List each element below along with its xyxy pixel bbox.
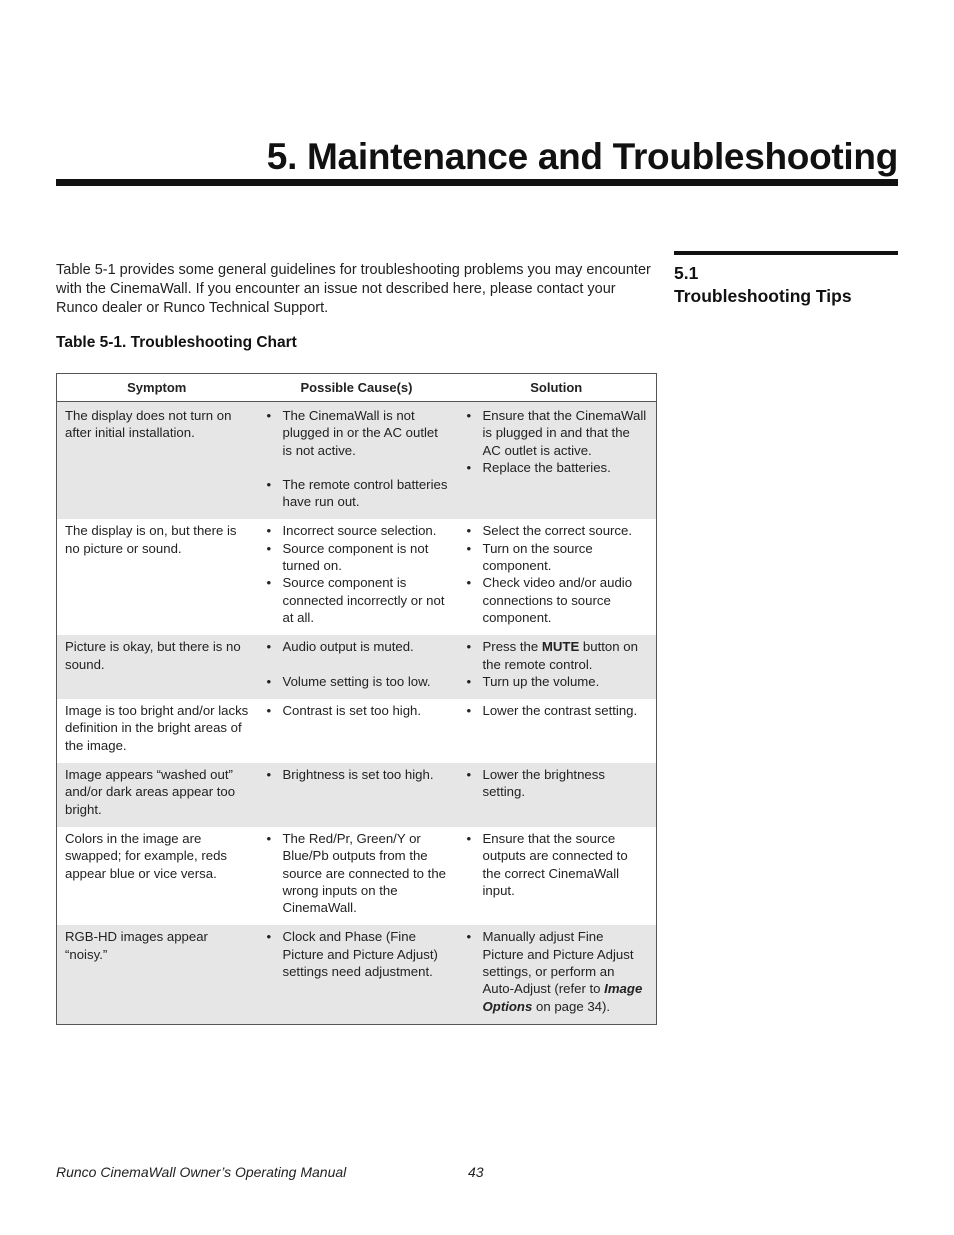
- causes-cell: [257, 699, 457, 763]
- cause-item: • Incorrect source selection.: [265, 522, 449, 539]
- causes-cell: [257, 519, 457, 635]
- solution-item: • Press the MUTE button on the remote control.: [465, 638, 649, 673]
- causes-cell: [257, 635, 457, 699]
- mute-button-label: MUTE: [541, 639, 580, 655]
- solution-item: • Ensure that the CinemaWall is plugged in and that the AC outlet is active.: [465, 407, 649, 459]
- solution-item: • Manually adjust Fine Picture and Picture Adjust settings, or perform an Auto-Adjust (refer to Image Options on page 34).: [465, 928, 649, 1014]
- table-caption: Table 5-1. Troubleshooting Chart: [56, 334, 297, 351]
- solution-item: • Lower the brightness setting.: [465, 766, 649, 801]
- symptom-cell: The display does not turn on after initial installation.: [57, 402, 257, 520]
- image-options-reference: Image Options: [482, 981, 643, 1014]
- cause-item: • Brightness is set too high.: [265, 766, 449, 783]
- chapter-title: 5. Maintenance and Troubleshooting: [266, 136, 898, 177]
- symptom-cell: Colors in the image are swapped; for example, reds appear blue or vice versa.: [57, 827, 257, 925]
- header-causes: Possible Cause(s): [257, 374, 457, 402]
- solution-item: • Select the correct source.: [465, 522, 649, 539]
- section-title: Troubleshooting Tips: [674, 286, 852, 306]
- symptom-cell: Image appears “washed out” and/or dark areas appear too bright.: [57, 763, 257, 827]
- chapter-rule: [56, 179, 898, 186]
- cause-item: • The remote control batteries have run out.: [265, 476, 449, 511]
- symptom-cell: Image is too bright and/or lacks definition in the bright areas of the image.: [57, 699, 257, 763]
- causes-cell: [257, 827, 457, 925]
- cause-item: • Source component is not turned on.: [265, 540, 449, 575]
- symptom-cell: RGB-HD images appear “noisy.”: [57, 925, 257, 1024]
- causes-cell: [257, 402, 457, 520]
- table-row: [57, 519, 657, 635]
- solution-cell: [457, 519, 657, 635]
- solution-cell: [457, 827, 657, 925]
- cause-item: • Contrast is set too high.: [265, 702, 449, 719]
- footer-manual-title: Runco CinemaWall Owner’s Operating Manual: [56, 1164, 347, 1180]
- table-header-row: [57, 374, 657, 402]
- table-row: [57, 763, 657, 827]
- symptom-cell: The display is on, but there is no picture or sound.: [57, 519, 257, 635]
- cause-item: • Source component is connected incorrectly or not at all.: [265, 574, 449, 626]
- solution-item: • Turn on the source component.: [465, 540, 649, 575]
- troubleshooting-table: [56, 373, 657, 1025]
- table-row: [57, 925, 657, 1024]
- solution-cell: [457, 402, 657, 520]
- table-row: [57, 635, 657, 699]
- cause-item: • Clock and Phase (Fine Picture and Picture Adjust) settings need adjustment.: [265, 928, 449, 980]
- solution-cell: [457, 763, 657, 827]
- intro-paragraph: Table 5-1 provides some general guidelines for troubleshooting problems you may encounter with the CinemaWall. If you encounter an issue not described here, please contact your Runco dealer or Runco Technical Support.: [56, 262, 651, 316]
- header-symptom: Symptom: [57, 374, 257, 402]
- causes-cell: [257, 925, 457, 1024]
- solution-cell: [457, 699, 657, 763]
- solution-cell: [457, 635, 657, 699]
- cause-item: • The Red/Pr, Green/Y or Blue/Pb outputs from the source are connected to the wrong inputs on the CinemaWall.: [265, 830, 449, 916]
- header-solution: Solution: [457, 374, 657, 402]
- table-row: [57, 699, 657, 763]
- table-row: [57, 402, 657, 520]
- solution-item: • Replace the batteries.: [465, 459, 649, 476]
- section-heading: [674, 262, 898, 308]
- causes-cell: [257, 763, 457, 827]
- cause-item: • Audio output is muted.: [265, 638, 449, 655]
- solution-cell: [457, 925, 657, 1024]
- cause-item: • Volume setting is too low.: [265, 673, 449, 690]
- solution-item: • Lower the contrast setting.: [465, 702, 649, 719]
- cause-item: • The CinemaWall is not plugged in or the AC outlet is not active.: [265, 407, 449, 459]
- section-number: 5.1: [674, 263, 699, 283]
- solution-item: • Check video and/or audio connections to source component.: [465, 574, 649, 626]
- footer-page-number: 43: [468, 1164, 484, 1180]
- table-row: [57, 827, 657, 925]
- solution-item: • Turn up the volume.: [465, 673, 649, 690]
- section-rule: [674, 251, 898, 255]
- symptom-cell: Picture is okay, but there is no sound.: [57, 635, 257, 699]
- solution-item: • Ensure that the source outputs are connected to the correct CinemaWall input.: [465, 830, 649, 899]
